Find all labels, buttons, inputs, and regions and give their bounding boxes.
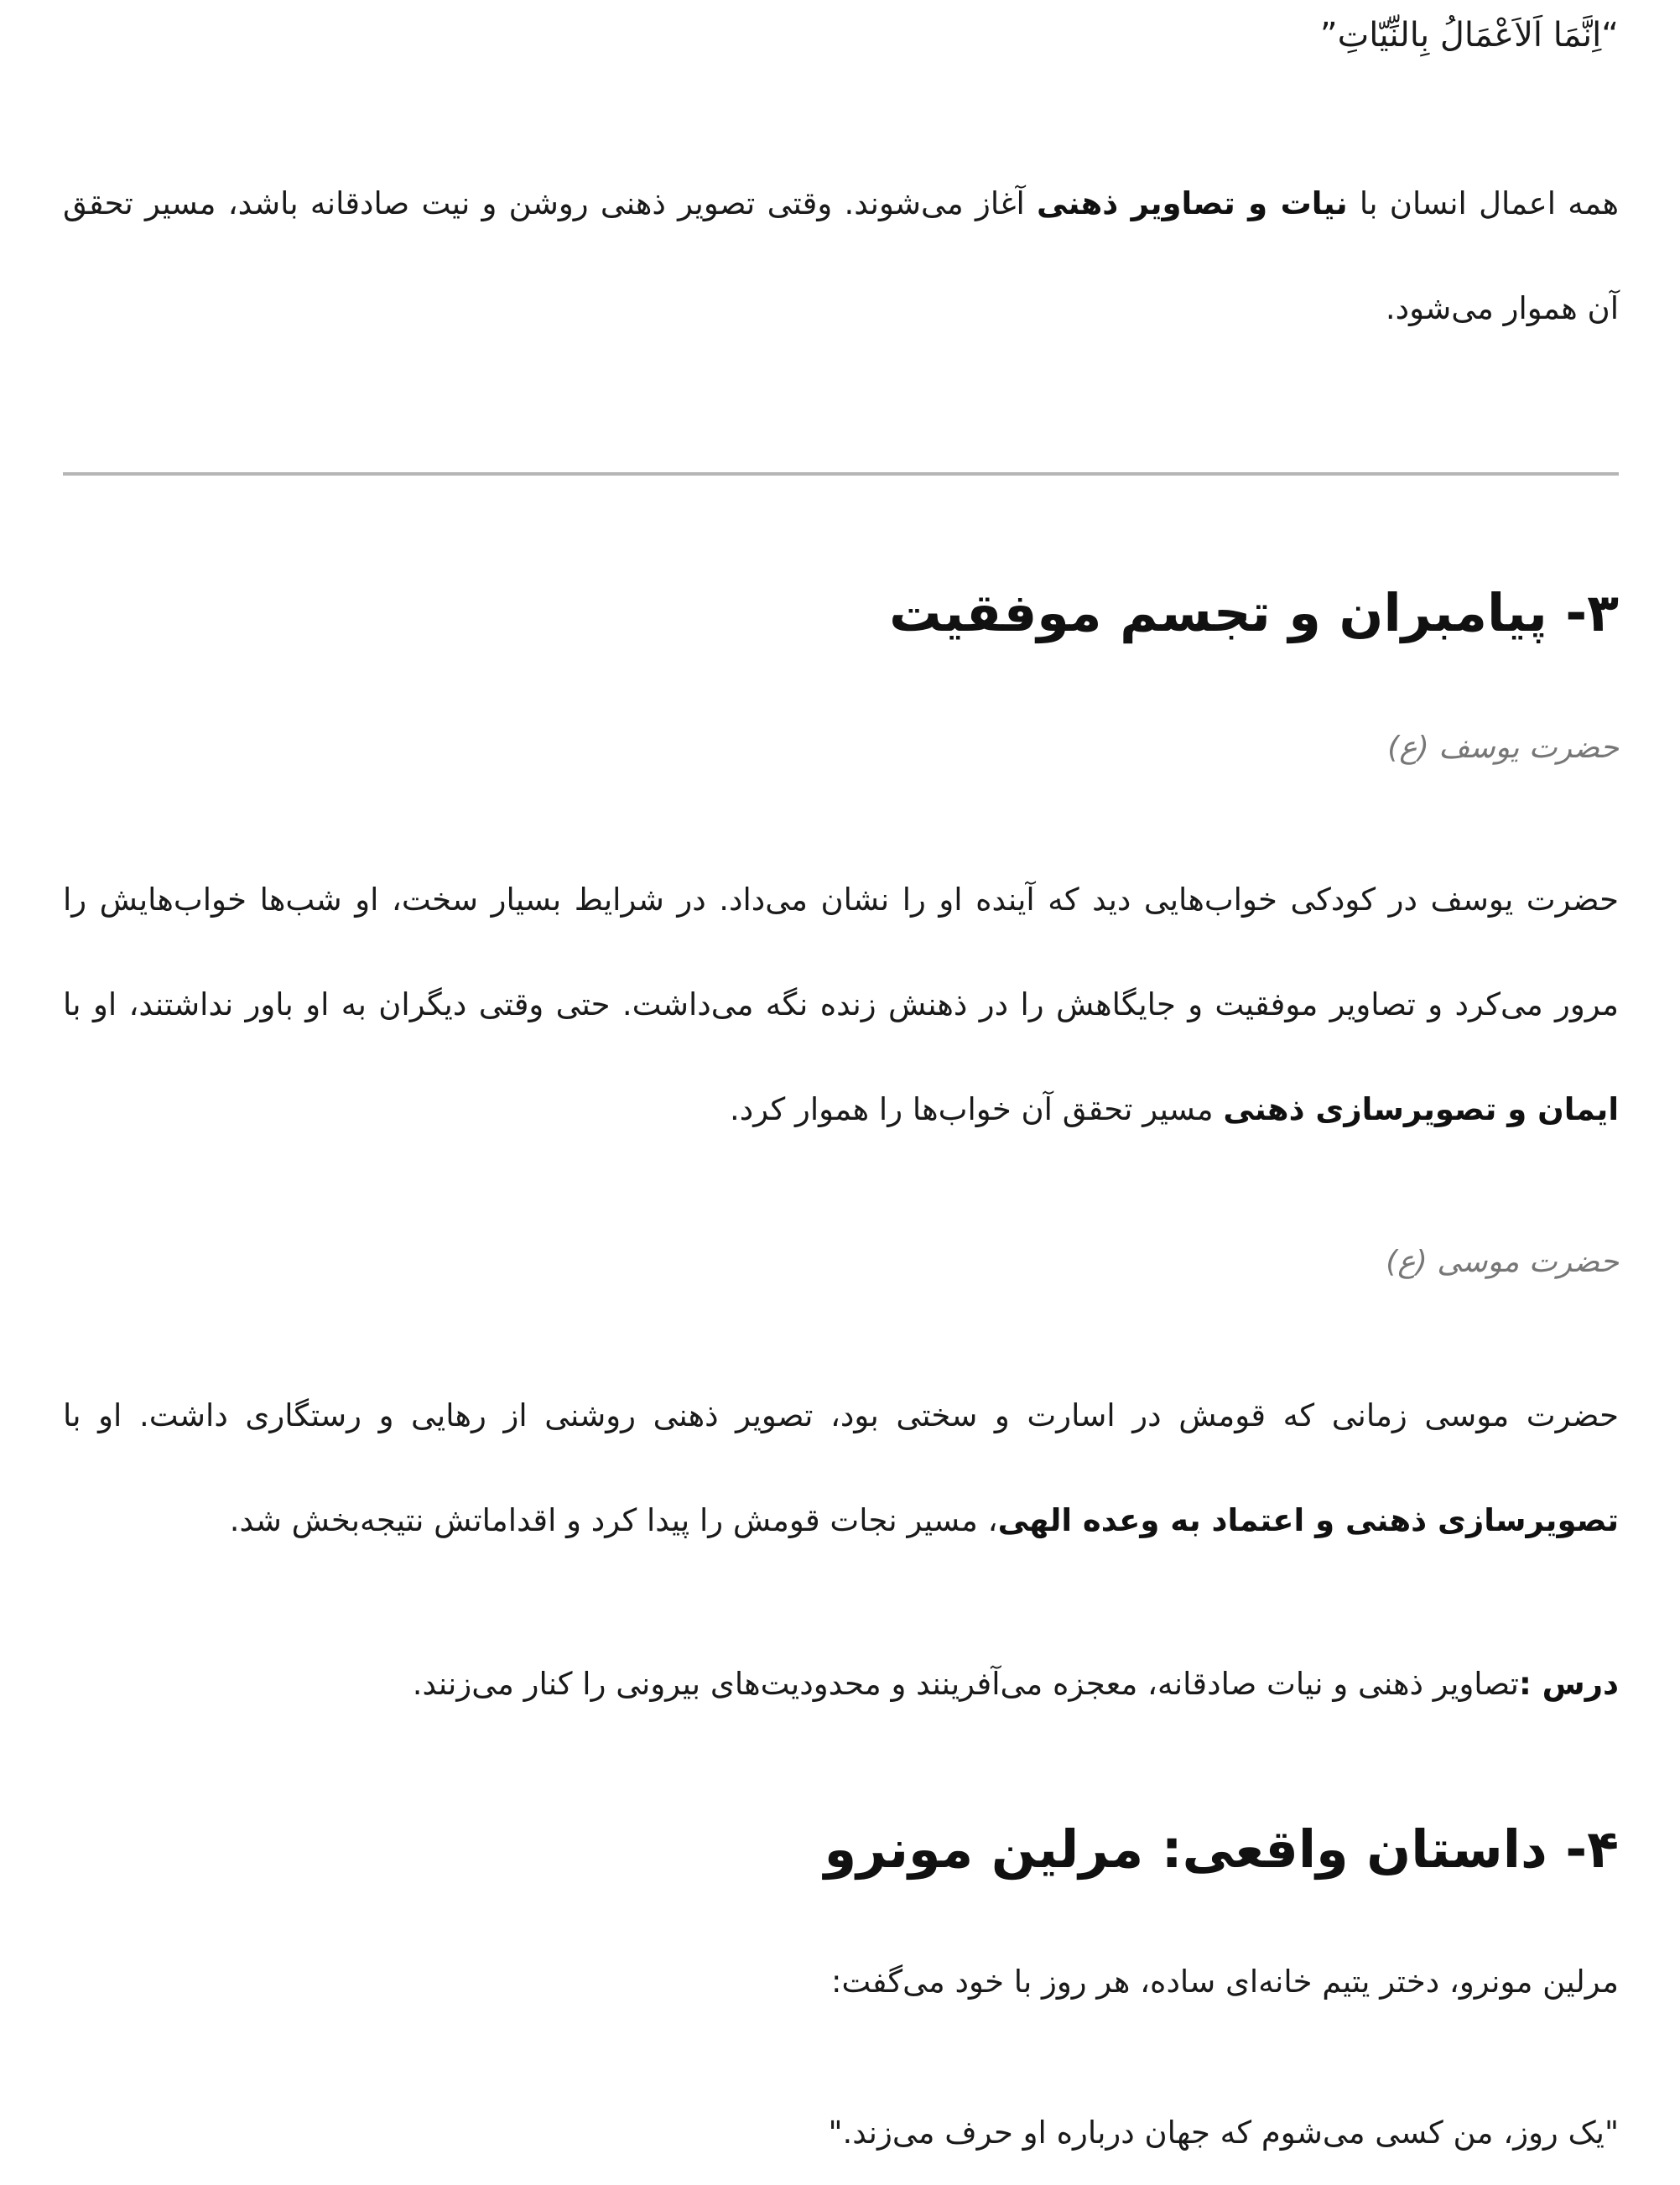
section-3-heading: ۳- پیامبران و تجسم موفقیت [889,582,1619,643]
section-4-heading: ۴- داستان واقعی: مرلین مونرو [824,1818,1619,1880]
monroe-intro: مرلین مونرو، دختر یتیم خانه‌ای ساده، هر روز با خود می‌گفت: [830,1964,1619,2000]
text-run: ، مسیر نجات قومش را پیدا کرد و اقداماتش نتیجه‌بخش شد. [229,1502,998,1538]
yusuf-paragraph [63,847,1619,1162]
intro-paragraph [63,151,1619,361]
yusuf-subheading: حضرت یوسف (ع) [1387,731,1619,765]
bold-phrase: نیات و تصاویر ذهنی [1037,185,1348,221]
text-run: حضرت موسی زمانی که قومش در اسارت و سختی بود، تصویر ذهنی روشنی از رهایی و رستگاری داشت. او با [63,1397,1619,1433]
bold-phrase: تصویرسازی ذهنی و اعتماد به وعده الهی [997,1502,1619,1538]
text-run: همه اعمال انسان با [1347,185,1619,221]
lesson-text: تصاویر ذهنی و نیات صادقانه، معجزه می‌آفرینند و محدودیت‌های بیرونی را کنار می‌زنند. [412,1666,1519,1702]
section-divider [63,472,1619,476]
document-page [63,0,1619,2151]
musa-paragraph [63,1363,1619,1573]
text-run: حضرت یوسف در کودکی خواب‌هایی دید که آینده او را نشان می‌داد. در شرایط بسیار سخت، او شب‌ها خواب‌هایش را مرور می‌کرد و تصاویر موفقیت و جایگاهش را در ذهنش زنده نگه می‌داشت. حتی وقتی دیگران به او باور نداشتند، او با [63,882,1619,1022]
musa-subheading: حضرت موسی (ع) [1386,1245,1619,1279]
hadith-quote: “اِنَّمَا اَلاَعْمَالُ بِالنِّیّاتِ” [1319,16,1619,55]
bold-phrase: ایمان و تصویرسازی ذهنی [1223,1091,1619,1127]
monroe-quote: "یک روز، من کسی می‌شوم که جهان درباره او حرف می‌زند." [828,2115,1619,2151]
text-run: آغاز می‌شوند. وقتی تصویر ذهنی روشن و نیت صادقانه باشد، مسیر تحقق آن هموار می‌شود. [63,185,1619,326]
text-run: مسیر تحقق آن خواب‌ها را هموار کرد. [729,1091,1224,1127]
lesson-paragraph [63,1631,1619,1736]
lesson-label: درس : [1518,1666,1619,1702]
